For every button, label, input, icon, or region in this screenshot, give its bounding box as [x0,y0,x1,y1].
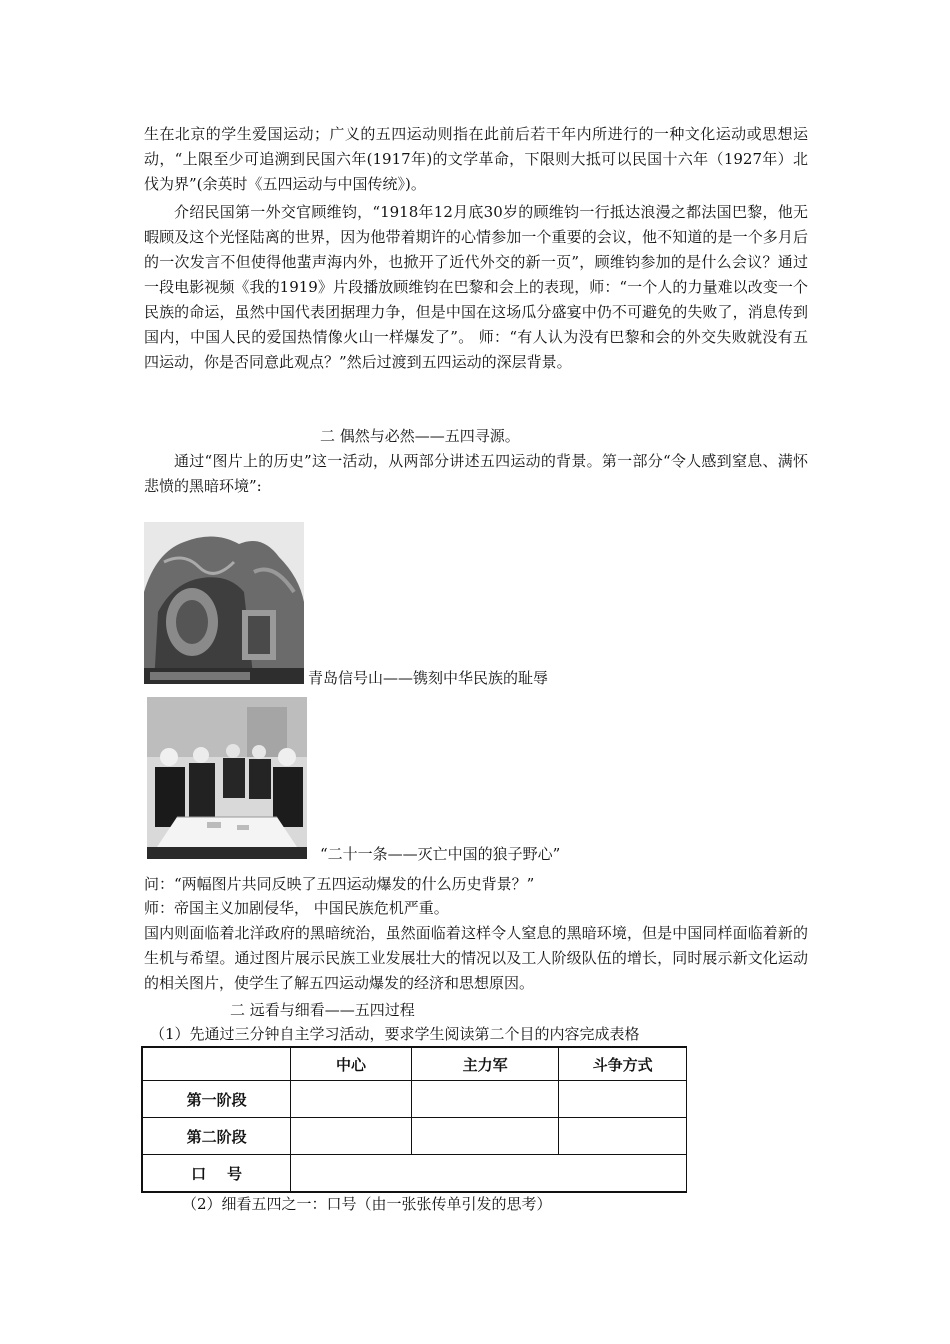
paragraph-may-fourth-definition: 生在北京的学生爱国运动；广义的五四运动则指在此前后若干年内所进行的一种文化运动或思想运动，“上限至少可追溯到民国六年(1917年)的文学革命，下限则大抵可以民国十六年（1927年）北伐为界”(余英时《五四运动与中国传统》)。 [144,125,808,193]
row-label-stage-one: 第一阶段 [142,1081,291,1118]
rock-carving-image [144,522,304,684]
section-heading-process: 二 远看与细看——五四过程 [230,1001,415,1019]
table-cell-empty[interactable] [559,1081,687,1118]
table-row [142,1118,687,1155]
question-line: 问：“两幅图片共同反映了五四运动爆发的什么历史背景？” [144,875,535,893]
activity-step-two: （2）细看五四之一：口号（由一张张传单引发的思考） [182,1195,552,1213]
table-cell-empty[interactable] [411,1081,559,1118]
teacher-answer-line: 师：帝国主义加剧侵华， 中国民族危机严重。 [144,899,449,917]
photo-qingdao-signal-hill [144,522,304,684]
activity-step-one: （1）先通过三分钟自主学习活动，要求学生阅读第二个目的内容完成表格 [150,1025,640,1043]
table-row [142,1081,687,1118]
paragraph-gu-weijun: 介绍民国第一外交官顾维钧，“1918年12月底30岁的顾维钧一行抵达浪漫之都法国巴黎，他无暇顾及这个光怪陆离的世界，因为他带着期许的心情参加一个重要的会议，他不知道的是一个多月后的一次发言不但使得他蜚声海内外，也掀开了近代外交的新一页”，顾维钧参加的是什么会议？通过一段电影视频《我的1919》片段播放顾维钧在巴黎和会上的表现，师：“一个人的力量难以改变一个民族的命运，虽然中国代表团据理力争，但是中国在这场瓜分盛宴中仍不可避免的失败了，消息传到国内，中国人民的爱国热情像火山一样爆发了”。 师：“有人认为没有巴黎和会的外交失败就没有五四运动，你是否同意此观点？”然后过渡到五四运动的深层背景。 [144,203,808,371]
photo-twenty-one-demands [147,697,307,859]
table-header-center: 中心 [291,1047,412,1081]
table-row [142,1155,687,1193]
table-cell-empty[interactable] [411,1118,559,1155]
table-cell-empty[interactable] [291,1081,412,1118]
table-header-struggle-method: 斗争方式 [559,1047,687,1081]
paragraph-domestic-background: 国内则面临着北洋政府的黑暗统治，虽然面临着这样令人窒息的黑暗环境，但是中国同样面临着新的生机与希望。通过图片展示民族工业发展壮大的情况以及工人阶级队伍的增长，同时展示新文化运动的相关图片，使学生了解五四运动爆发的经济和思想原因。 [144,924,808,992]
table-header-main-force: 主力军 [411,1047,559,1081]
paragraph-picture-history: 通过“图片上的历史”这一活动，从两部分讲述五四运动的背景。第一部分“令人感到窒息、满怀悲愤的黑暗环境”: [144,452,808,495]
photo-caption-qingdao: 青岛信号山——镌刻中华民族的耻辱 [308,669,549,687]
table-header-row [142,1047,687,1081]
negotiation-scene-image [147,697,307,859]
row-label-slogan: 口 号 [142,1155,291,1193]
stages-table [141,1046,687,1193]
table-cell-empty[interactable] [291,1118,412,1155]
table-cell-slogan-empty[interactable] [291,1155,687,1193]
photo-caption-twenty-one-demands: “二十一条——灭亡中国的狼子野心” [320,845,561,863]
table-header-blank [142,1047,291,1081]
row-label-stage-two: 第二阶段 [142,1118,291,1155]
section-heading-origins: 二 偶然与必然——五四寻源。 [320,427,520,445]
table-cell-empty[interactable] [559,1118,687,1155]
